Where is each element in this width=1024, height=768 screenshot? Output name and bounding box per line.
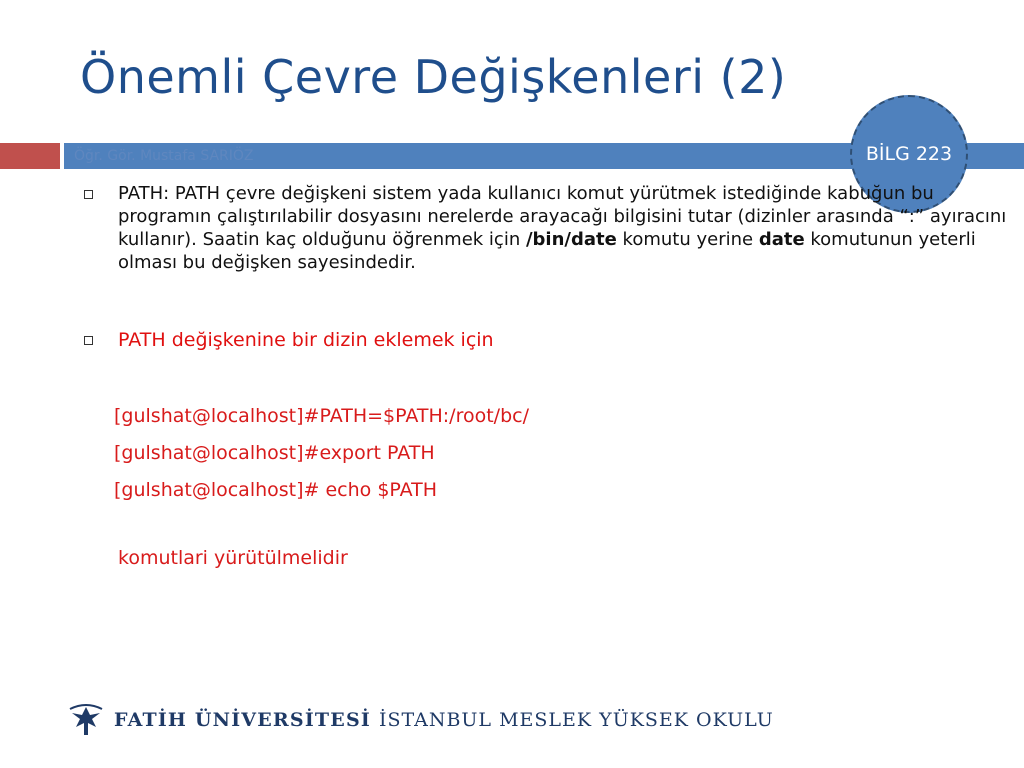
bullet1-text-2: komutu yerine [616,229,759,250]
bullet2-text: PATH değişkenine bir dizin eklemek için [118,329,494,351]
university-name: FATİH ÜNİVERSİTESİ [114,709,371,731]
command-line: [gulshat@localhost]#PATH=$PATH:/root/bc/ [114,405,529,427]
fatih-university-logo-icon [66,703,106,737]
slide-content [84,182,1007,569]
bullet1-text-3: komutunun yeterli olması bu değişken sayesindedir. [118,229,976,273]
bullet1-bold-bin-date: /bin/date [525,229,617,250]
bullet-square-icon [84,190,93,199]
course-badge-label: BİLG 223 [865,143,953,165]
command-list [84,398,984,509]
command-line: [gulshat@localhost]#export PATH [114,442,435,464]
bullet-square-icon [84,336,93,345]
final-line: komutlari yürütülmelidir [118,547,348,569]
footer-text [114,709,774,731]
bullet-add-directory [84,328,984,352]
bullet1-text-1: PATH: PATH çevre değişkeni sistem yada kullanıcı komut yürütmek istediğinde kabuğun bu programın çalıştırılabilir dosyasını nerelerde arayacağı bilgisini tutar (dizinler arasında “:” ayıracını kullanır). Saatin kaç olduğunu öğrenmek için [118,183,1007,250]
footer [66,700,774,740]
accent-bar [0,143,60,169]
slide-title: Önemli Çevre Değişkenleri (2) [80,50,787,104]
bullet1-bold-date: date [758,229,805,250]
bullet-path-description [84,182,1008,274]
command-line: [gulshat@localhost]# echo $PATH [114,479,438,501]
school-name: İSTANBUL MESLEK YÜKSEK OKULU [378,709,774,731]
author-name: Öğr. Gör. Mustafa SARIÖZ [74,148,254,164]
